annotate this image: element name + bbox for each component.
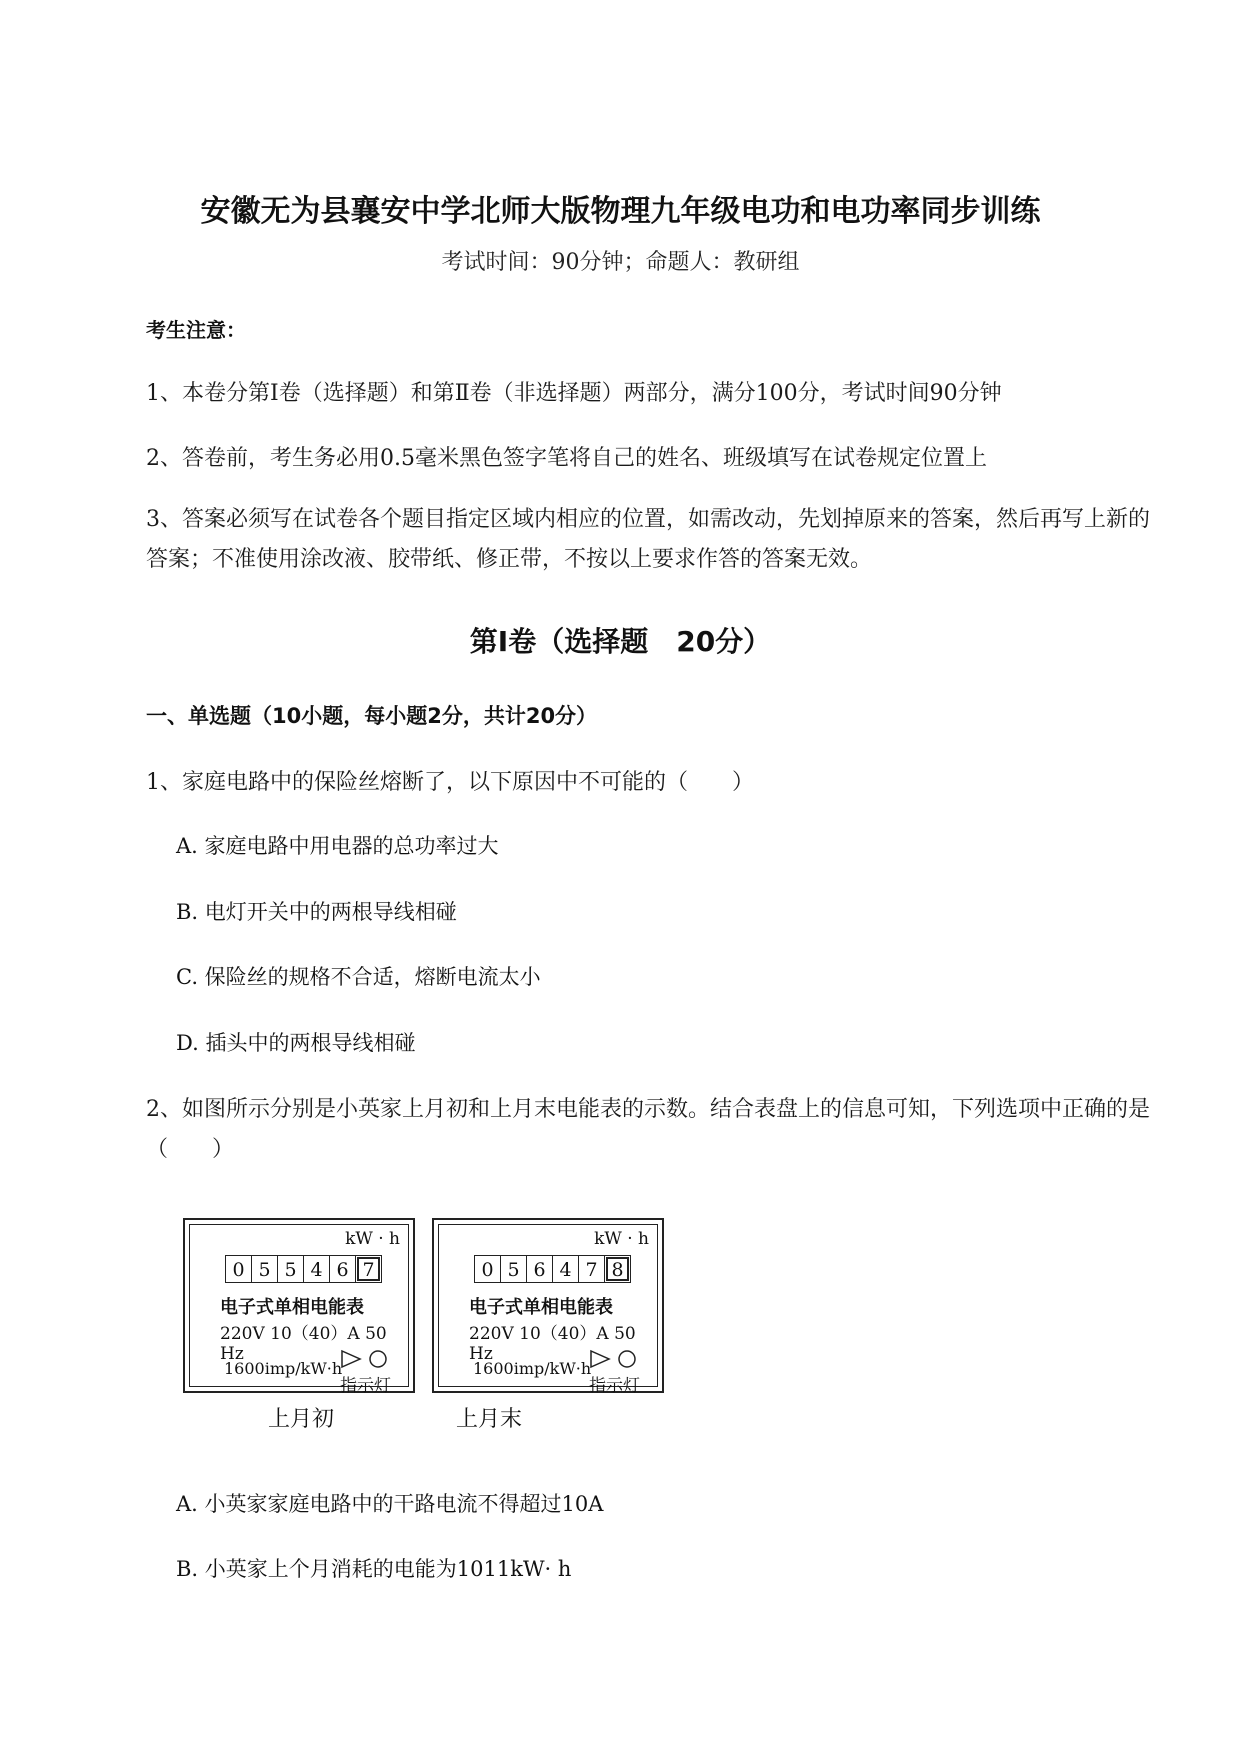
- meter-unit: kW · h: [345, 1229, 400, 1249]
- energy-meter-start: [183, 1218, 415, 1396]
- meter-digits: [475, 1255, 631, 1283]
- meter-spec: 220V 10（40）A 50 Hz: [220, 1324, 387, 1364]
- option-a: A. 小英家家庭电路中的干路电流不得超过10A: [176, 1492, 604, 1516]
- option-b: B. 电灯开关中的两根导线相碰: [176, 900, 457, 924]
- meter-name: 电子式单相电能表: [469, 1297, 613, 1318]
- meter-digit: 5: [500, 1255, 527, 1283]
- meter-constant: 1600imp/kW·h: [473, 1359, 592, 1378]
- option-d: D. 插头中的两根导线相碰: [176, 1031, 416, 1055]
- indicator-lamp-icon: [589, 1349, 649, 1369]
- option-c: C. 保险丝的规格不合适，熔断电流太小: [176, 965, 541, 989]
- notice-item: 1、本卷分第Ⅰ卷（选择题）和第Ⅱ卷（非选择题）两部分，满分100分，考试时间90分钟: [146, 381, 1002, 406]
- meter-digit: 7: [578, 1255, 605, 1283]
- notice-item: 3、答案必须写在试卷各个题目指定区域内相应的位置，如需改动，先划掉原来的答案，然后再写上新的答案；不准使用涂改液、胶带纸、修正带，不按以上要求作答的答案无效。: [146, 507, 1151, 572]
- meter-caption: 上月末: [456, 1407, 523, 1432]
- section-title: 第Ⅰ卷（选择题 20分）: [469, 625, 772, 658]
- meter-digit: 6: [526, 1255, 553, 1283]
- meter-digit: 6: [329, 1255, 356, 1283]
- exam-info: 考试时间：90分钟；命题人：教研组: [441, 250, 800, 275]
- energy-meter-end: [432, 1218, 664, 1396]
- meter-digit: 0: [225, 1255, 252, 1283]
- meter-spec: 220V 10（40）A 50 Hz: [469, 1324, 636, 1364]
- question-stem: 2、如图所示分别是小英家上月初和上月末电能表的示数。结合表盘上的信息可知，下列选项中正确的是（ ）: [146, 1097, 1151, 1162]
- meter-digit-decimal: 7: [355, 1255, 382, 1283]
- option-a: A. 家庭电路中用电器的总功率过大: [176, 834, 499, 858]
- meter-digit-decimal: 8: [604, 1255, 631, 1283]
- meter-digit: 5: [251, 1255, 278, 1283]
- meter-digit: 4: [303, 1255, 330, 1283]
- indicator-label: 指示灯: [340, 1376, 391, 1396]
- meter-constant: 1600imp/kW·h: [224, 1359, 343, 1378]
- indicator-lamp-icon: [340, 1349, 400, 1369]
- meter-name: 电子式单相电能表: [220, 1297, 364, 1318]
- part-heading: 一、单选题（10小题，每小题2分，共计20分）: [146, 704, 598, 728]
- indicator-label: 指示灯: [589, 1376, 640, 1396]
- notice-item: 2、答卷前，考生务必用0.5毫米黑色签字笔将自己的姓名、班级填写在试卷规定位置上: [146, 446, 987, 471]
- meter-unit: kW · h: [594, 1229, 649, 1249]
- page-title: 安徽无为县襄安中学北师大版物理九年级电功和电功率同步训练: [200, 194, 1041, 229]
- question-stem: 1、家庭电路中的保险丝熔断了，以下原因中不可能的（ ）: [146, 770, 754, 795]
- meter-digit: 0: [474, 1255, 501, 1283]
- meter-caption: 上月初: [268, 1407, 335, 1432]
- meter-digit: 4: [552, 1255, 579, 1283]
- notice-heading: 考生注意：: [146, 318, 246, 342]
- meter-digit: 5: [277, 1255, 304, 1283]
- meter-digits: [226, 1255, 382, 1283]
- option-b: B. 小英家上个月消耗的电能为1011kW· h: [176, 1557, 572, 1581]
